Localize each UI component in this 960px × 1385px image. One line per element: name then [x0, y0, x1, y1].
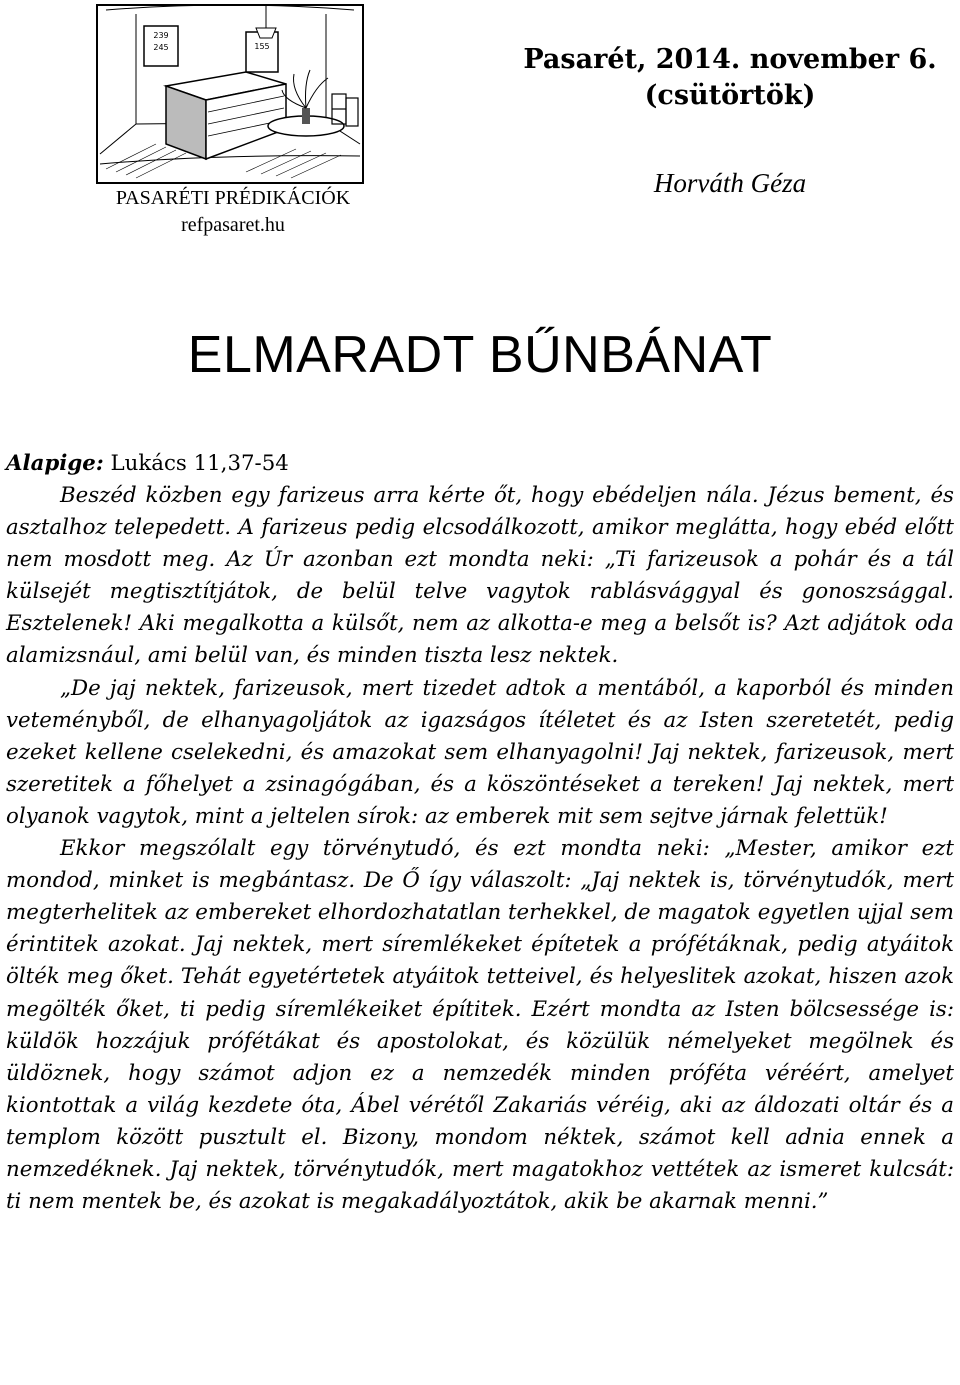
scripture-paragraph: Beszéd közben egy farizeus arra kérte őt, hogy ebédeljen nála. Jézus bement, és asztalhoz telepedett. A farizeus pedig elcsodálkozott, amikor meglátta, hogy ebéd előtt nem mosdott meg. Az Úr azonban ezt mondta neki: „Ti farizeusok a pohár és a tál külsejét megtisztítjátok, de belül telve vagytok rablásvággyal és gonoszsággal. Esztelenek! Aki megalkotta a külsőt, nem az alkotta-e meg a belsőt is? Azt adjátok oda alamizsnául, ami belül van, és minden tiszta lesz nektek.: [6, 483, 954, 669]
hymn-number-1: 239: [153, 31, 169, 40]
base-verse-reference: Lukács 11,37-54: [110, 451, 289, 476]
hymn-number-3: 155: [254, 42, 270, 51]
base-verse-label: Alapige:: [6, 451, 104, 476]
base-verse: [6, 448, 954, 480]
scripture-paragraph: „De jaj nektek, farizeusok, mert tizedet adtok a mentából, a kaporból és minden veteményből, de elhanyagoljátok az igazságos ítéletet és az Isten szeretetét, pedig ezeket kellene cselekedni, és amazokat sem elhanyagolni! Jaj nektek, farizeusok, mert szeretitek a főhelyet a zsinagógában, és a köszöntéseket a tereken! Jaj nektek, mert olyanok vagytok, mint a jeltelen sírok: az emberek mit sem sejtve járnak felettük!: [6, 675, 954, 829]
sermon-author: Horváth Géza: [653, 168, 807, 198]
hymn-number-2: 245: [153, 43, 169, 52]
weekday-line: (csütörtök): [644, 80, 816, 111]
sermon-date: [460, 42, 960, 114]
sermon-title: ELMARADT BŰNBÁNAT: [187, 326, 773, 384]
publisher-name: PASARÉTI PRÉDIKÁCIÓK: [115, 187, 351, 209]
church-interior-illustration: [96, 4, 364, 184]
hymn-board-left: [144, 26, 178, 66]
date-line: Pasarét, 2014. november 6.: [523, 44, 937, 75]
scripture-paragraph: Ekkor megszólalt egy törvénytudó, és ezt mondta neki: „Mester, amikor ezt mondod, minket is megbántasz. De Ő így válaszolt: „Jaj nektek is, törvénytudók, mert megterhelitek az embereket elhordozhatatlan terhekkel, de magatok egyetlen ujjal sem érintitek azokat. Jaj nektek, mert síremlékeket építetek a prófétáknak, pedig atyáitok ölték meg őket. Tehát egyetértetek atyáitok tetteivel, és helyeslitek azokat, hiszen azok megölték őket, ti pedig síremlékeiket építitek. Ezért mondta az Isten bölcsessége is: küldök hozzájuk prófétákat és apostolokat, és közülük némelyeket megölnek és üldöznek, hogy számot adjon ez a nemzedék minden próféta véréért, amelyet kiontottak a világ kezdete óta, Ábel vérétől Zakariás véréig, aki az áldozati oltár és a templom között pusztult el. Bizony, mondom néktek, számot kell adnia ennek a nemzedéknek. Jaj nektek, törvénytudók, mert magatokhoz vettétek az ismeret kulcsát: ti nem mentek be, és azokat is megakadályoztátok, akik be akarnak menni.”: [6, 836, 954, 1215]
publisher-block: [78, 185, 388, 239]
website-link[interactable]: refpasaret.hu: [181, 214, 285, 236]
scripture-text: [6, 480, 954, 1218]
